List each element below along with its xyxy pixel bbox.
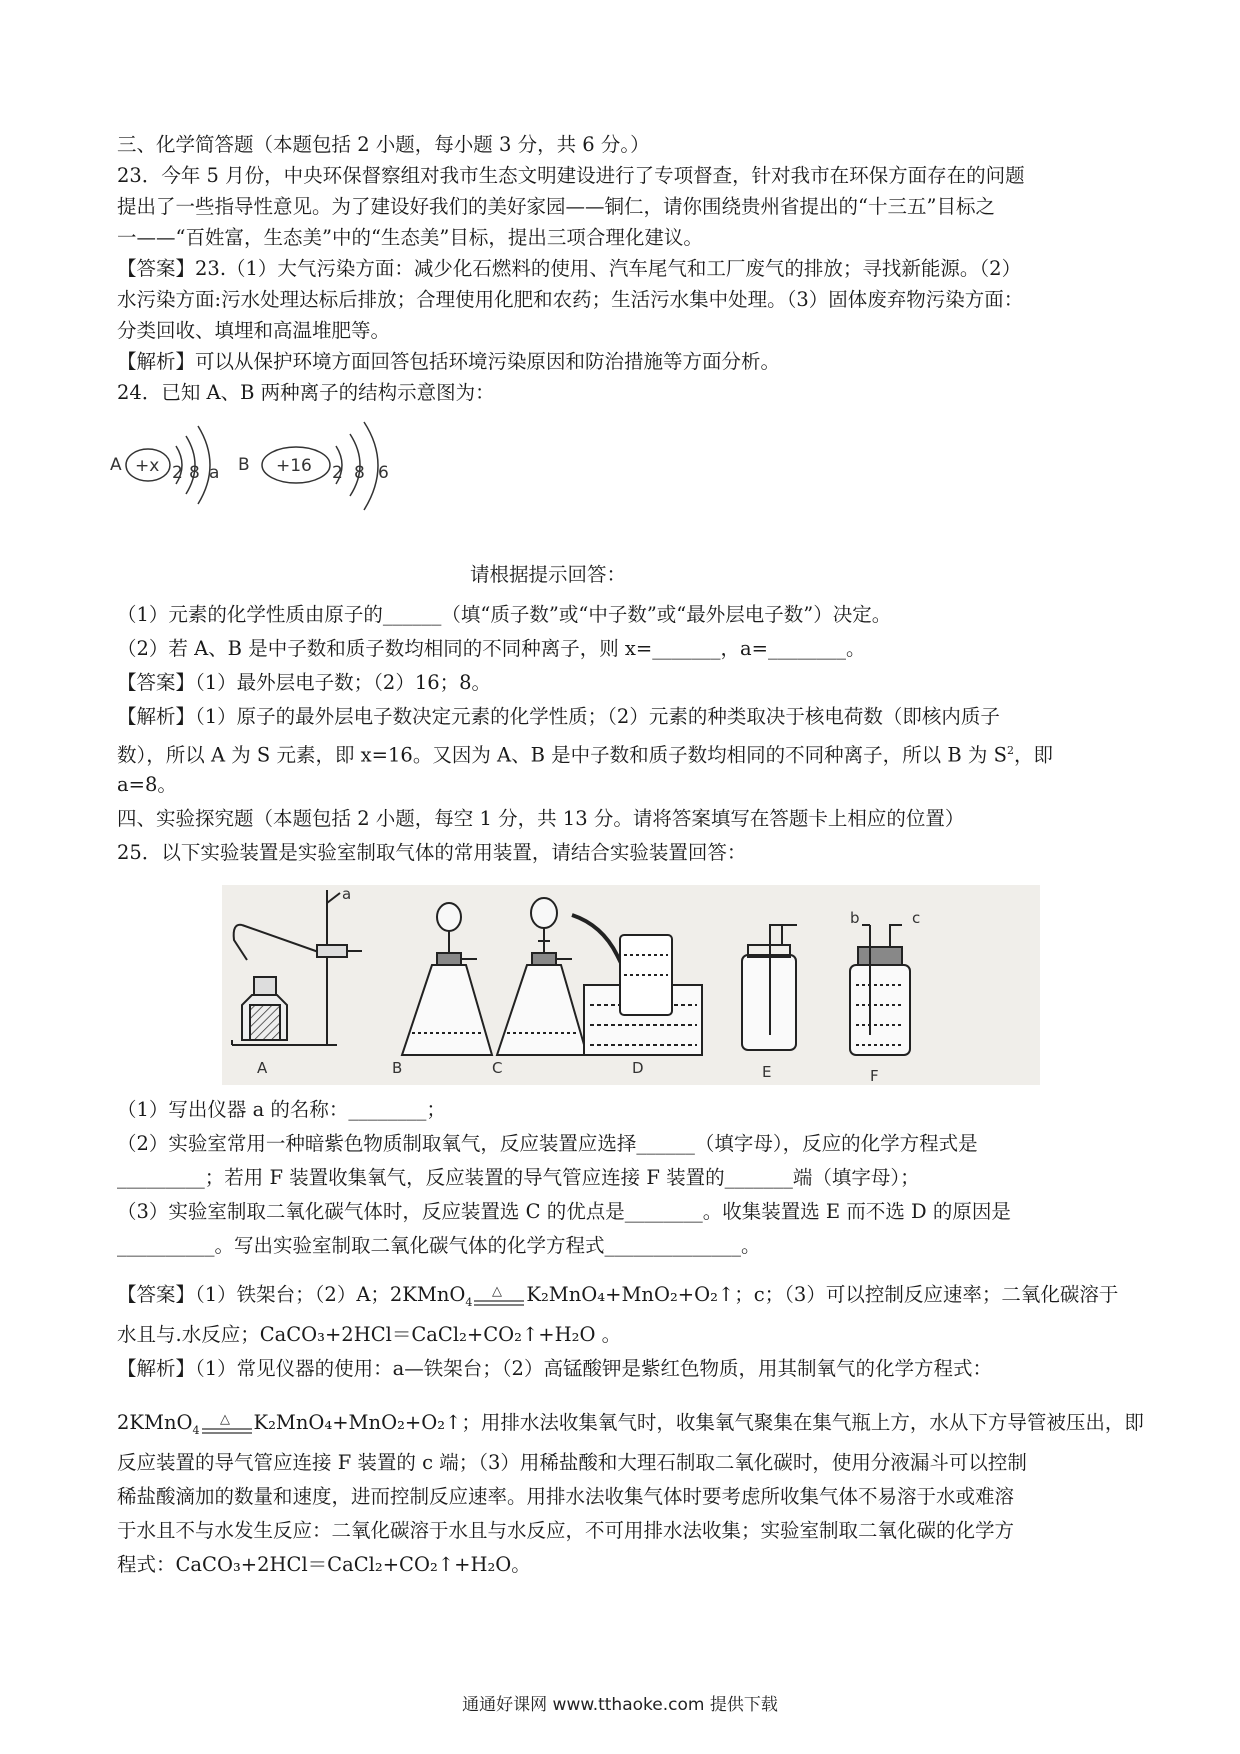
q25-analysis-line6: 程式：CaCO₃+2HCl＝CaCl₂+CO₂↑+H₂O。 <box>117 1553 531 1576</box>
q24-analysis-3: a=8。 <box>117 773 177 796</box>
page-footer: 通通好课网 www.tthaoke.com 提供下载 <box>462 1695 778 1715</box>
section3-heading: 三、化学简答题（本题包括 2 小题，每小题 3 分，共 6 分。） <box>117 133 650 156</box>
ion-b-label: B <box>238 455 250 475</box>
q24-analysis-2: 数），所以 A 为 S 元素，即 x=16。又因为 A、B 是中子数和质子数均相同的不同种离子，所以 B 为 S <box>117 743 1007 767</box>
q23-answer-3: 分类回收、填埋和高温堆肥等。 <box>117 319 391 342</box>
q23-analysis: 【解析】可以从保护环境方面回答包括环境污染原因和防治措施等方面分析。 <box>117 350 781 373</box>
q25-answer-line1: 【答案】（1）铁架台；（2）A；2KMnO$_4$ △ K₂MnO₄+MnO₂+O₂↑；c；（3）可以控制反应速率；二氧化碳溶于 <box>117 1283 1119 1309</box>
instrument-a-label: a <box>342 885 352 903</box>
q25-analysis-line5: 于水且不与水发生反应：二氧化碳溶于水且与水反应，不可用排水法收集；实验室制取二氧化碳的化学方 <box>117 1519 1015 1542</box>
q25-analysis-products: K₂MnO₄+MnO₂+O₂↑ <box>253 1411 462 1434</box>
q24-analysis-sup: 2 <box>1006 744 1014 757</box>
heating-condition-mark <box>472 1284 526 1308</box>
port-c-label: c <box>912 909 921 927</box>
q25-analysis-line2: 2KMnO$_4$ △ K₂MnO₄+MnO₂+O₂↑；用排水法收集氧气时，收集氧气聚集在集气瓶上方，水从下方导管被压出，即 <box>117 1411 1144 1437</box>
apparatus-label-d: D <box>632 1059 644 1077</box>
ion-structure-diagram <box>110 418 490 528</box>
q25-sub1: （1）写出仪器 a 的名称：________； <box>117 1098 446 1121</box>
q24-answer: 【答案】（1）最外层电子数；（2）16；8。 <box>117 671 492 694</box>
apparatus-label-a: A <box>257 1059 268 1077</box>
q25-sub3-line2: __________。写出实验室制取二氧化碳气体的化学方程式______________。 <box>117 1234 761 1257</box>
q23-line-3: 一——“百姓富，生态美”中的“生态美”目标，提出三项合理化建议。 <box>117 226 703 249</box>
q25-sub2-line1: （2）实验室常用一种暗紫色物质制取氧气，反应装置应选择______（填字母），反应的化学方程式是 <box>117 1132 978 1155</box>
delta-icon-2: △ <box>219 1411 230 1427</box>
q24-stem: 24．已知 A、B 两种离子的结构示意图为： <box>117 381 495 404</box>
q23-answer-2: 水污染方面:污水处理达标后排放；合理使用化肥和农药；生活污水集中处理。（3）固体废弃物污染方面： <box>117 288 1024 311</box>
q24-analysis-1: 【解析】（1）原子的最外层电子数决定元素的化学性质；（2）元素的种类取决于核电荷数（即核内质子 <box>117 705 1000 728</box>
lab-apparatus-figure <box>222 885 1040 1085</box>
ion-a-shell-2-count: 8 <box>189 463 200 483</box>
ion-a-label: A <box>110 455 122 475</box>
q24-sub1: （1）元素的化学性质由原子的______（填“质子数”或“中子数”或“最外层电子数”）决定。 <box>117 603 892 626</box>
ion-a-shell-3-count: a <box>209 463 220 483</box>
port-b-label: b <box>850 909 860 927</box>
q25-sub2-line2: _________；若用 F 装置收集氧气，反应装置的导气管应连接 F 装置的_______端（填字母）； <box>117 1166 920 1189</box>
q23-line-2: 提出了一些指导性意见。为了建设好我们的美好家园——铜仁，请你围绕贵州省提出的“十三五”目标之 <box>117 195 995 218</box>
apparatus-label-c: C <box>492 1059 503 1077</box>
apparatus-label-e: E <box>762 1063 772 1081</box>
apparatus-label-f: F <box>870 1067 879 1085</box>
ion-b-nucleus: +16 <box>276 456 312 476</box>
q25-analysis-line3: 反应装置的导气管应连接 F 装置的 c 端；（3）用稀盐酸和大理石制取二氧化碳时，使用分液漏斗可以控制 <box>117 1451 1027 1474</box>
heating-condition-mark-2 <box>200 1412 254 1436</box>
q25-answer-line2: 水且与.水反应；CaCO₃+2HCl＝CaCl₂+CO₂↑+H₂O 。 <box>117 1323 622 1346</box>
q24-analysis-2-wrap <box>117 736 1053 771</box>
ion-b-shell-3 <box>364 422 378 510</box>
ion-b-shell-1-count: 2 <box>332 463 343 483</box>
ion-b-shell-2-count: 8 <box>354 463 365 483</box>
ion-a-shell-1-count: 2 <box>172 463 183 483</box>
q25-analysis-line1: 【解析】（1）常见仪器的使用：a—铁架台；（2）高锰酸钾是紫红色物质，用其制氧气的化学方程式： <box>117 1357 992 1380</box>
q24-sub2: （2）若 A、B 是中子数和质子数均相同的不同种离子，则 x=_______，a=________。 <box>117 637 866 660</box>
q24-analysis-tail: ，即 <box>1013 743 1053 767</box>
q25-sub3-line1: （3）实验室制取二氧化碳气体时，反应装置选 C 的优点是________。收集装置选 E 而不选 D 的原因是 <box>117 1200 1011 1223</box>
q23-line-1: 23．今年 5 月份，中央环保督察组对我市生态文明建设进行了专项督查，针对我市在环保方面存在的问题 <box>117 164 1025 187</box>
q25-analysis-reactant: 2KMnO <box>117 1411 193 1434</box>
ion-b-shell-3-count: 6 <box>378 463 389 483</box>
q23-answer-1: 【答案】23.（1）大气污染方面：减少化石燃料的使用、汽车尾气和工厂废气的排放；寻找新能源。（2） <box>117 257 1022 280</box>
section4-heading: 四、实验探究题（本题包括 2 小题，每空 1 分，共 13 分。请将答案填写在答题卡上相应的位置） <box>117 807 965 830</box>
q25-stem: 25．以下实验装置是实验室制取气体的常用装置，请结合实验装置回答： <box>117 841 747 864</box>
q25-answer-products: K₂MnO₄+MnO₂+O₂↑ <box>526 1283 735 1306</box>
delta-icon: △ <box>492 1283 503 1299</box>
q25-analysis-rest: ；用排水法收集氧气时，收集氧气聚集在集气瓶上方，水从下方导管被压出，即 <box>461 1411 1144 1434</box>
apparatus-label-b: B <box>392 1059 403 1077</box>
q25-answer-pre: 【答案】（1）铁架台；（2）A；2KMnO <box>117 1283 466 1306</box>
q24-prompt: 请根据提示回答： <box>470 563 627 586</box>
ion-a-nucleus: +x <box>135 456 160 476</box>
q25-answer-rest: ；c；（3）可以控制反应速率；二氧化碳溶于 <box>734 1283 1119 1306</box>
q25-analysis-line4: 稀盐酸滴加的数量和速度，进而控制反应速率。用排水法收集气体时要考虑所收集气体不易溶于水或难溶 <box>117 1485 1015 1508</box>
